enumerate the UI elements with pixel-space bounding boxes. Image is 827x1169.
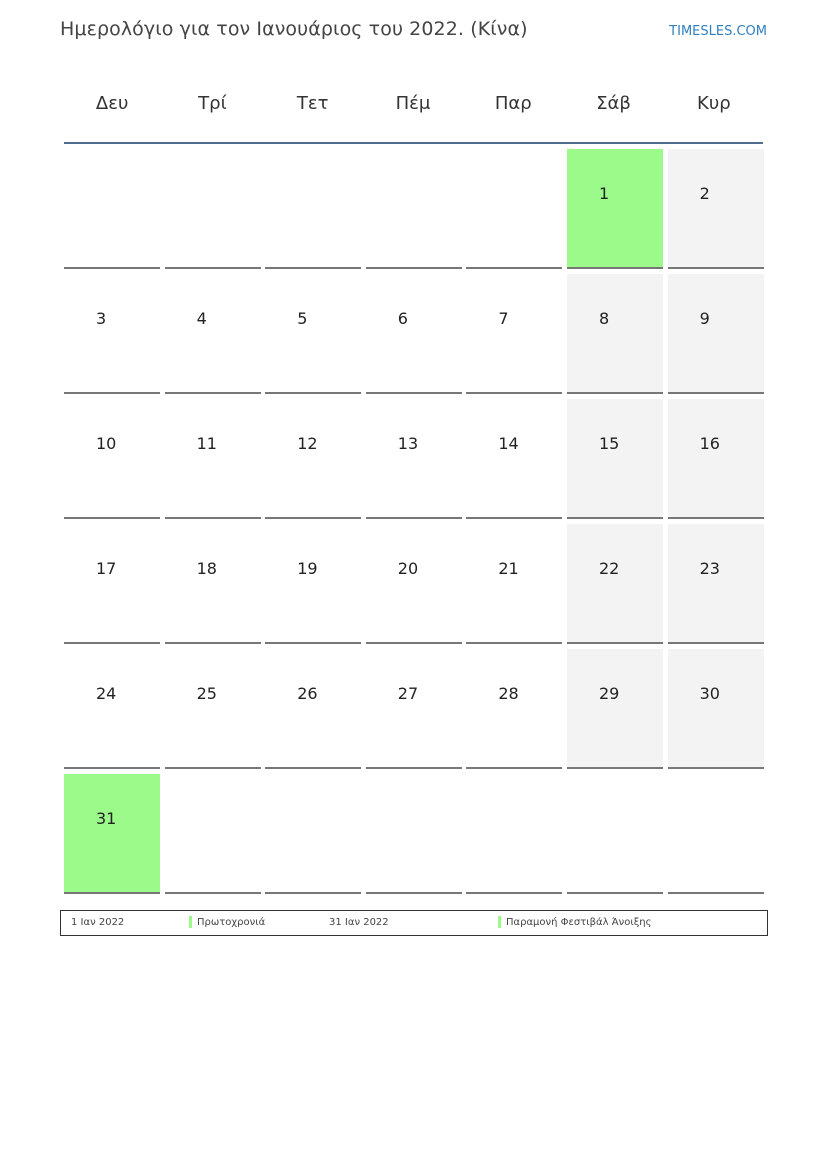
day-cell: [265, 399, 361, 519]
day-cell: [668, 274, 764, 394]
day-number: 3: [96, 309, 107, 328]
day-cell: [668, 524, 764, 644]
day-cell: [567, 649, 663, 769]
day-cell: [466, 274, 562, 394]
day-number: 6: [397, 309, 408, 328]
day-cell: [64, 399, 160, 519]
day-cell: [366, 649, 462, 769]
empty-day-cell: [165, 149, 261, 269]
day-cell: [668, 649, 764, 769]
day-cell: [265, 649, 361, 769]
day-cell: [64, 274, 160, 394]
day-number: 31: [96, 809, 117, 828]
day-number: 14: [498, 434, 519, 453]
day-number: 18: [196, 559, 217, 578]
day-number: 16: [699, 434, 720, 453]
empty-day-cell: [466, 774, 562, 894]
day-cell: [466, 524, 562, 644]
day-number: 9: [699, 309, 710, 328]
empty-day-cell: [668, 774, 764, 894]
day-number: 17: [96, 559, 117, 578]
day-cell: [165, 524, 261, 644]
day-number: 1: [598, 184, 610, 203]
day-cell: [567, 399, 663, 519]
day-cell: [366, 274, 462, 394]
day-cell: [64, 774, 160, 894]
day-cell: [567, 524, 663, 644]
day-cell: [668, 149, 764, 269]
weekday-label: Δευ: [95, 93, 129, 114]
legend-date: 31 Ιαν 2022: [329, 917, 389, 928]
day-number: 11: [196, 434, 217, 453]
day-cell: [64, 649, 160, 769]
empty-day-cell: [366, 149, 462, 269]
brand-link[interactable]: TIMESLES.COM: [669, 24, 767, 39]
day-number: 30: [699, 684, 720, 703]
day-cell: [165, 274, 261, 394]
day-cell: [366, 524, 462, 644]
day-number: 26: [297, 684, 318, 703]
day-cell: [265, 274, 361, 394]
day-number: 13: [397, 434, 419, 453]
day-cell: [567, 149, 663, 269]
empty-day-cell: [567, 774, 663, 894]
day-number: 2: [699, 184, 710, 203]
empty-day-cell: [466, 149, 562, 269]
day-number: 4: [196, 309, 207, 328]
day-number: 20: [397, 559, 419, 578]
day-number: 15: [598, 434, 620, 453]
empty-day-cell: [165, 774, 261, 894]
calendar-grid: [64, 149, 764, 894]
legend-holiday-name: Πρωτοχρονιά: [197, 917, 266, 928]
weekday-label: Παρ: [494, 93, 532, 114]
legend-holiday-name: Παραμονή Φεστιβάλ Άνοιξης: [506, 917, 652, 928]
day-number: 23: [699, 559, 720, 578]
empty-day-cell: [366, 774, 462, 894]
day-cell: [466, 649, 562, 769]
weekday-label: Τετ: [296, 93, 329, 114]
weekday-label: Τρί: [198, 93, 227, 114]
day-cell: [668, 399, 764, 519]
day-cell: [165, 649, 261, 769]
weekday-label: Κυρ: [697, 93, 731, 114]
legend-date: 1 Ιαν 2022: [71, 917, 125, 928]
day-number: 19: [297, 559, 318, 578]
day-number: 5: [297, 309, 308, 328]
day-cell: [366, 399, 462, 519]
day-cell: [567, 274, 663, 394]
legend-color-marker: [189, 916, 192, 928]
day-number: 25: [196, 684, 217, 703]
day-number: 12: [297, 434, 318, 453]
day-number: 28: [498, 684, 519, 703]
page-title: Ημερολόγιο για τον Ιανουάριος του 2022. (Κίνα): [60, 18, 528, 40]
day-number: 24: [96, 684, 117, 703]
day-number: 10: [96, 434, 117, 453]
day-number: 21: [498, 559, 519, 578]
weekday-label: Πέμ: [395, 93, 431, 114]
day-number: 7: [498, 309, 509, 328]
day-cell: [165, 399, 261, 519]
day-number: 22: [598, 559, 620, 578]
day-number: 29: [598, 684, 620, 703]
legend-color-marker: [498, 916, 501, 928]
empty-day-cell: [64, 149, 160, 269]
header-divider: [64, 142, 763, 144]
holiday-legend: [60, 910, 768, 936]
day-number: 27: [397, 684, 419, 703]
day-cell: [265, 524, 361, 644]
day-number: 8: [598, 309, 610, 328]
day-cell: [466, 399, 562, 519]
empty-day-cell: [265, 774, 361, 894]
weekday-label: Σάβ: [596, 93, 631, 114]
day-cell: [64, 524, 160, 644]
weekday-header-row: [62, 90, 764, 120]
empty-day-cell: [265, 149, 361, 269]
